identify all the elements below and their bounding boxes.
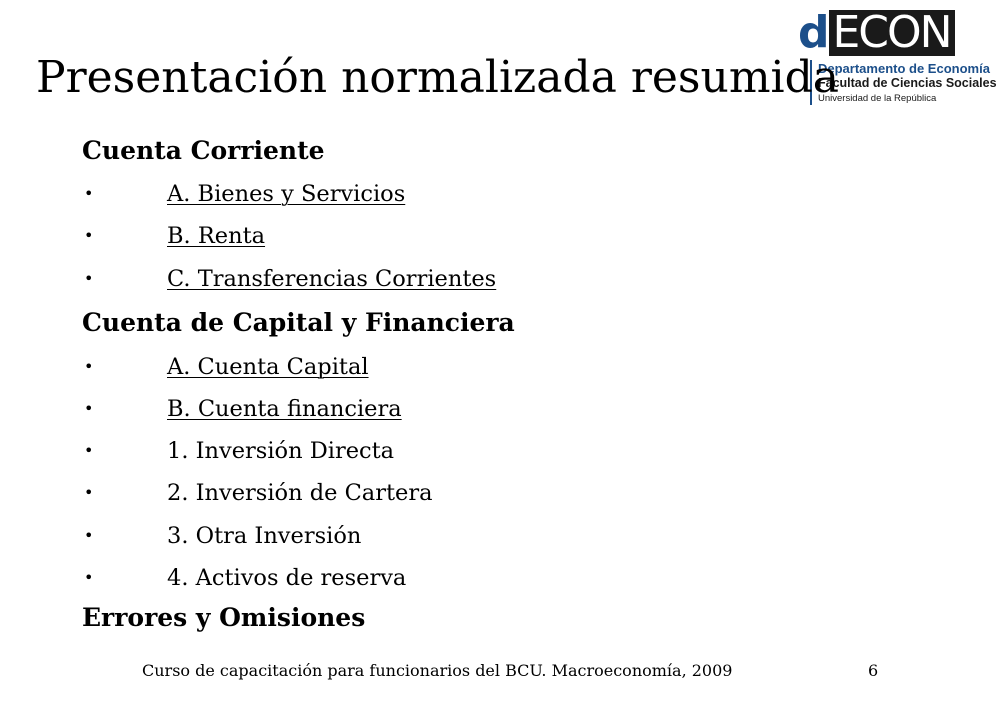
page-number: 6 bbox=[868, 661, 879, 680]
section-heading-cuenta-corriente: Cuenta Corriente bbox=[82, 136, 325, 165]
logo-econ-block: ECON bbox=[829, 10, 955, 56]
bullet-icon: • bbox=[84, 441, 94, 460]
item-activos-de-reserva: 4. Activos de reserva bbox=[167, 565, 407, 591]
bullet-icon: • bbox=[84, 526, 94, 545]
bullet-icon: • bbox=[84, 568, 94, 587]
link-bienes-y-servicios[interactable]: A. Bienes y Servicios bbox=[167, 181, 406, 207]
logo-faculty: Facultad de Ciencias Sociales bbox=[818, 76, 997, 90]
slide-title: Presentación normalizada resumida bbox=[36, 52, 840, 103]
section-heading-errores-y-omisiones: Errores y Omisiones bbox=[82, 603, 366, 632]
item-inversion-directa: 1. Inversión Directa bbox=[167, 438, 395, 464]
link-cuenta-financiera[interactable]: B. Cuenta financiera bbox=[167, 396, 402, 422]
logo-letter-d: d bbox=[798, 7, 829, 58]
item-otra-inversion: 3. Otra Inversión bbox=[167, 523, 362, 549]
link-renta[interactable]: B. Renta bbox=[167, 223, 266, 249]
section-heading-cuenta-capital-financiera: Cuenta de Capital y Financiera bbox=[82, 308, 515, 337]
item-inversion-de-cartera: 2. Inversión de Cartera bbox=[167, 480, 433, 506]
logo-wordmark bbox=[798, 7, 951, 58]
bullet-icon: • bbox=[84, 184, 94, 203]
bullet-icon: • bbox=[84, 399, 94, 418]
bullet-icon: • bbox=[84, 269, 94, 288]
bullet-icon: • bbox=[84, 226, 94, 245]
bullet-icon: • bbox=[84, 357, 94, 376]
link-transferencias-corrientes[interactable]: C. Transferencias Corrientes bbox=[167, 266, 497, 292]
logo-university: Universidad de la República bbox=[818, 93, 937, 104]
logo-department: Departamento de Economía bbox=[818, 61, 990, 76]
footer-course-text: Curso de capacitación para funcionarios del BCU. Macroeconomía, 2009 bbox=[142, 661, 733, 680]
bullet-icon: • bbox=[84, 483, 94, 502]
link-cuenta-capital[interactable]: A. Cuenta Capital bbox=[167, 354, 369, 380]
